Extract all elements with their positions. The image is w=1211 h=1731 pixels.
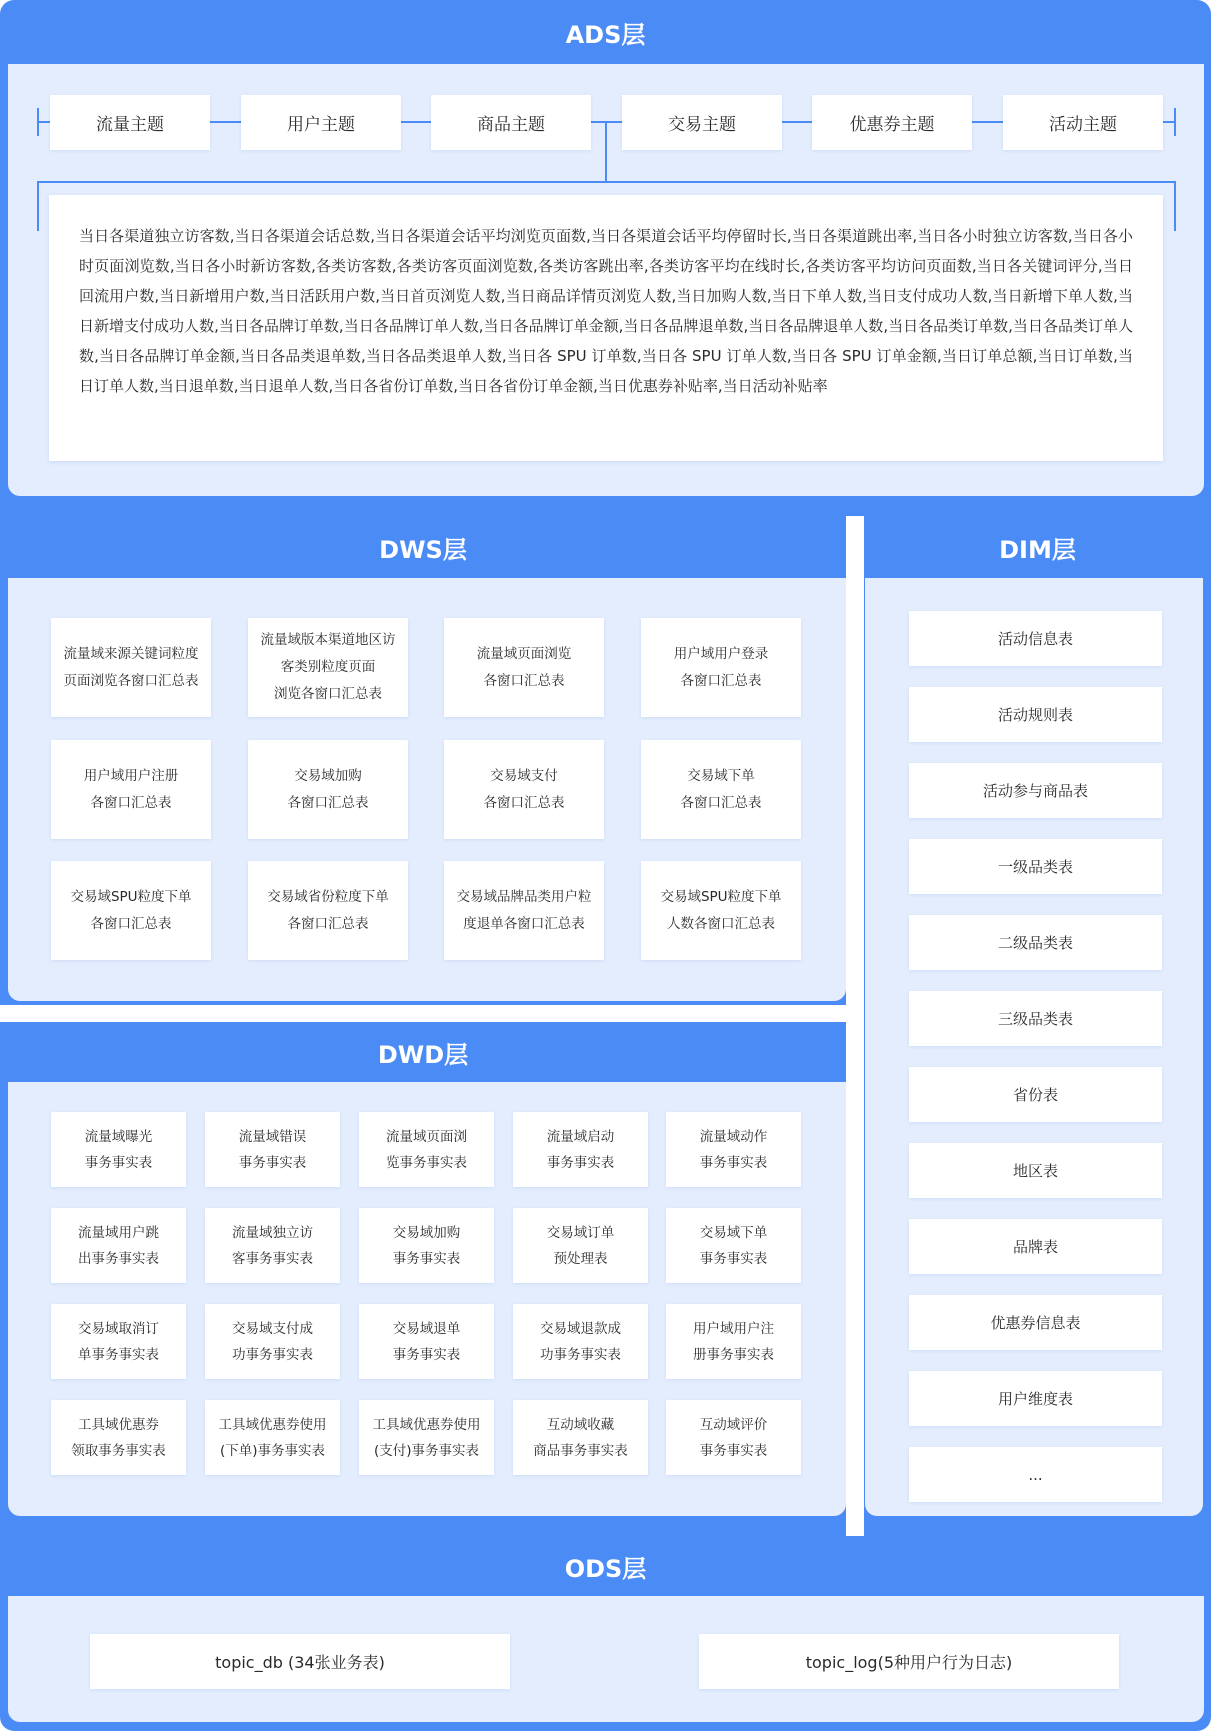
dwd-table-card-label: 交易域订单 预处理表 <box>546 1224 615 1267</box>
dws-table-card-label: 流量域来源关键词粒度 页面浏览各窗口汇总表 <box>63 645 199 689</box>
dws-table-card-label: 交易域SPU粒度下单 人数各窗口汇总表 <box>660 888 782 932</box>
dwd-table-card <box>359 1208 494 1283</box>
dws-table-card-label: 交易域SPU粒度下单 各窗口汇总表 <box>70 888 192 932</box>
topic-connector-right-cap <box>1174 108 1176 136</box>
dwd-table-card <box>666 1304 801 1379</box>
dws-layer-title: DWS层 <box>379 535 467 564</box>
dwd-table-card <box>513 1304 648 1379</box>
dws-table-card <box>248 740 408 839</box>
dwd-table-card <box>205 1208 340 1283</box>
dws-table-card-label: 交易域品牌品类用户粒 度退单各窗口汇总表 <box>456 888 592 932</box>
dwd-table-card-label: 交易域支付成 功事务事实表 <box>232 1320 313 1363</box>
dwd-table-card <box>51 1208 186 1283</box>
dws-table-card <box>444 861 604 960</box>
topic-connector-left-cap <box>37 108 39 136</box>
dws-table-card <box>51 861 211 960</box>
dwd-table-card <box>51 1400 186 1475</box>
dwd-table-card-label: 流量域启动 事务事实表 <box>546 1128 615 1171</box>
dwd-table-card <box>205 1400 340 1475</box>
dwd-table-card-label: 交易域退款成 功事务事实表 <box>540 1320 621 1363</box>
metrics-connector-stem <box>605 121 607 183</box>
dim-table-card <box>909 1447 1162 1502</box>
topic-user: 用户主题 <box>241 95 401 150</box>
ods-topic-log: topic_log(5种用户行为日志) <box>699 1634 1119 1689</box>
dwd-table-card <box>666 1400 801 1475</box>
dim-table-card <box>909 1219 1162 1274</box>
topic-coupon: 优惠券主题 <box>812 95 972 150</box>
ods-topic-db: topic_db (34张业务表) <box>90 1634 510 1689</box>
dwd-table-card-label: 流量域动作 事务事实表 <box>699 1128 768 1171</box>
dws-table-card-label: 交易域加购 各窗口汇总表 <box>287 767 369 811</box>
dwd-table-card <box>205 1304 340 1379</box>
dwd-table-card <box>359 1304 494 1379</box>
dwd-table-card-label: 交易域退单 事务事实表 <box>392 1320 461 1363</box>
dwd-table-card-label: 流量域独立访 客事务事实表 <box>232 1224 313 1267</box>
dwd-table-card <box>513 1400 648 1475</box>
dws-table-card <box>51 618 211 717</box>
topic-activity: 活动主题 <box>1003 95 1163 150</box>
dim-table-card-label: 一级品类表 <box>997 858 1073 876</box>
dws-table-card-label: 用户域用户登录 各窗口汇总表 <box>673 645 769 689</box>
dwd-table-card <box>666 1112 801 1187</box>
dwd-table-card-label: 流量域用户跳 出事务事实表 <box>78 1224 159 1267</box>
dim-table-card <box>909 763 1162 818</box>
dws-table-card <box>641 861 801 960</box>
dim-table-card <box>909 991 1162 1046</box>
dwd-table-card-label: 交易域加购 事务事实表 <box>392 1224 461 1267</box>
dim-table-card-label: 省份表 <box>1012 1086 1058 1104</box>
dws-table-card-label: 交易域下单 各窗口汇总表 <box>680 767 762 811</box>
ods-layer-title: ODS层 <box>564 1554 647 1583</box>
dim-table-card <box>909 1067 1162 1122</box>
dim-table-card <box>909 915 1162 970</box>
dwd-table-card <box>205 1112 340 1187</box>
dim-table-card <box>909 1371 1162 1426</box>
dws-table-card <box>641 618 801 717</box>
ads-layer-title: ADS层 <box>565 20 646 49</box>
dwd-table-card <box>51 1112 186 1187</box>
dwd-table-card <box>666 1208 801 1283</box>
dim-table-card-label: 优惠券信息表 <box>990 1314 1081 1332</box>
ads-metrics-list: 当日各渠道独立访客数,当日各渠道会话总数,当日各渠道会话平均浏览页面数,当日各渠道会话平均停留时长,当日各渠道跳出率,当日各小时独立访客数,当日各小时页面浏览数,当日各小时新访客数,各类访客数,各类访客页面浏览数,各类访客跳出率,各类访客平均在线时长,各类访客平均访问页面数,当日各关键词评分,当日回流用户数,当日新增用户数,当日活跃用户数,当日首页浏览人数,当日商品详情页浏览人数,当日加购人数,当日下单人数,当日支付成功人数,当日新增下单人数,当日新增支付成功人数,当日各品牌订单数,当日各品牌订单人数,当日各品牌订单金额,当日各品牌退单数,当日各品牌退单人数,当日各品类订单数,当日各品类订单人数,当日各品牌订单金额,当日各品类退单数,当日各品类退单人数,当日各 SPU 订单数,当日各 SPU 订单人数,当日各 SPU 订单金额,当日订单总额,当日订单数,当日订单人数,当日退单数,当日退单人数,当日各省份订单数,当日各省份订单金额,当日优惠券补贴率,当日活动补贴率 <box>49 195 1163 461</box>
dws-table-card-label: 用户域用户注册 各窗口汇总表 <box>83 767 179 811</box>
dwd-table-card-label: 互动域评价 事务事实表 <box>699 1416 768 1459</box>
metrics-connector-line <box>38 181 1176 183</box>
metrics-connector-left <box>37 181 39 231</box>
dim-table-card-label: 用户维度表 <box>997 1390 1073 1408</box>
dim-table-card <box>909 1143 1162 1198</box>
dws-table-card-label: 流量域页面浏览 各窗口汇总表 <box>476 645 572 689</box>
dwd-table-card-label: 用户域用户注 册事务事实表 <box>693 1320 774 1363</box>
dwd-table-card-label: 流量域页面浏 览事务事实表 <box>386 1128 467 1171</box>
metrics-connector-right <box>1174 181 1176 231</box>
dws-table-card-label: 交易域省份粒度下单 各窗口汇总表 <box>267 888 389 932</box>
dws-table-card <box>248 861 408 960</box>
dwd-table-card-label: 工具域优惠券使用 (支付)事务事实表 <box>372 1416 481 1459</box>
dim-table-card-label: ... <box>1028 1465 1043 1484</box>
dim-layer-title: DIM层 <box>999 535 1076 564</box>
dwd-table-card-label: 流量域错误 事务事实表 <box>238 1128 307 1171</box>
dws-table-card <box>444 740 604 839</box>
dwd-table-card <box>51 1304 186 1379</box>
dim-table-card-label: 三级品类表 <box>997 1010 1073 1028</box>
dim-table-card-label: 活动信息表 <box>997 630 1073 648</box>
dws-table-card-label: 流量域版本渠道地区访 客类别粒度页面 浏览各窗口汇总表 <box>260 632 396 702</box>
dws-table-card <box>248 618 408 717</box>
dwd-layer-title: DWD层 <box>377 1040 469 1069</box>
dws-table-card <box>444 618 604 717</box>
dwd-table-card-label: 交易域下单 事务事实表 <box>699 1224 768 1267</box>
dws-table-card-label: 交易域支付 各窗口汇总表 <box>483 767 565 811</box>
dim-table-card <box>909 1295 1162 1350</box>
dwd-table-card <box>359 1112 494 1187</box>
dim-table-card-label: 二级品类表 <box>997 934 1073 952</box>
topic-trade: 交易主题 <box>622 95 782 150</box>
dim-table-card <box>909 611 1162 666</box>
dim-table-card <box>909 687 1162 742</box>
topic-product: 商品主题 <box>431 95 591 150</box>
dwd-table-card <box>513 1208 648 1283</box>
dwd-table-card-label: 工具域优惠券 领取事务事实表 <box>71 1416 166 1459</box>
dim-table-card-label: 品牌表 <box>1012 1238 1058 1256</box>
dim-table-card-label: 活动规则表 <box>997 706 1073 724</box>
dim-table-card <box>909 839 1162 894</box>
dwd-table-card <box>513 1112 648 1187</box>
dws-table-card <box>641 740 801 839</box>
dim-table-card-label: 活动参与商品表 <box>982 782 1088 800</box>
dwd-table-card-label: 流量域曝光 事务事实表 <box>84 1128 153 1171</box>
dim-table-card-label: 地区表 <box>1012 1162 1058 1180</box>
dwd-table-card-label: 互动域收藏 商品事务事实表 <box>533 1416 628 1459</box>
topic-traffic: 流量主题 <box>50 95 210 150</box>
dwd-table-card <box>359 1400 494 1475</box>
dwd-table-card-label: 交易域取消订 单事务事实表 <box>78 1320 159 1363</box>
dws-table-card <box>51 740 211 839</box>
dwd-table-card-label: 工具域优惠券使用 (下单)事务事实表 <box>218 1416 327 1459</box>
